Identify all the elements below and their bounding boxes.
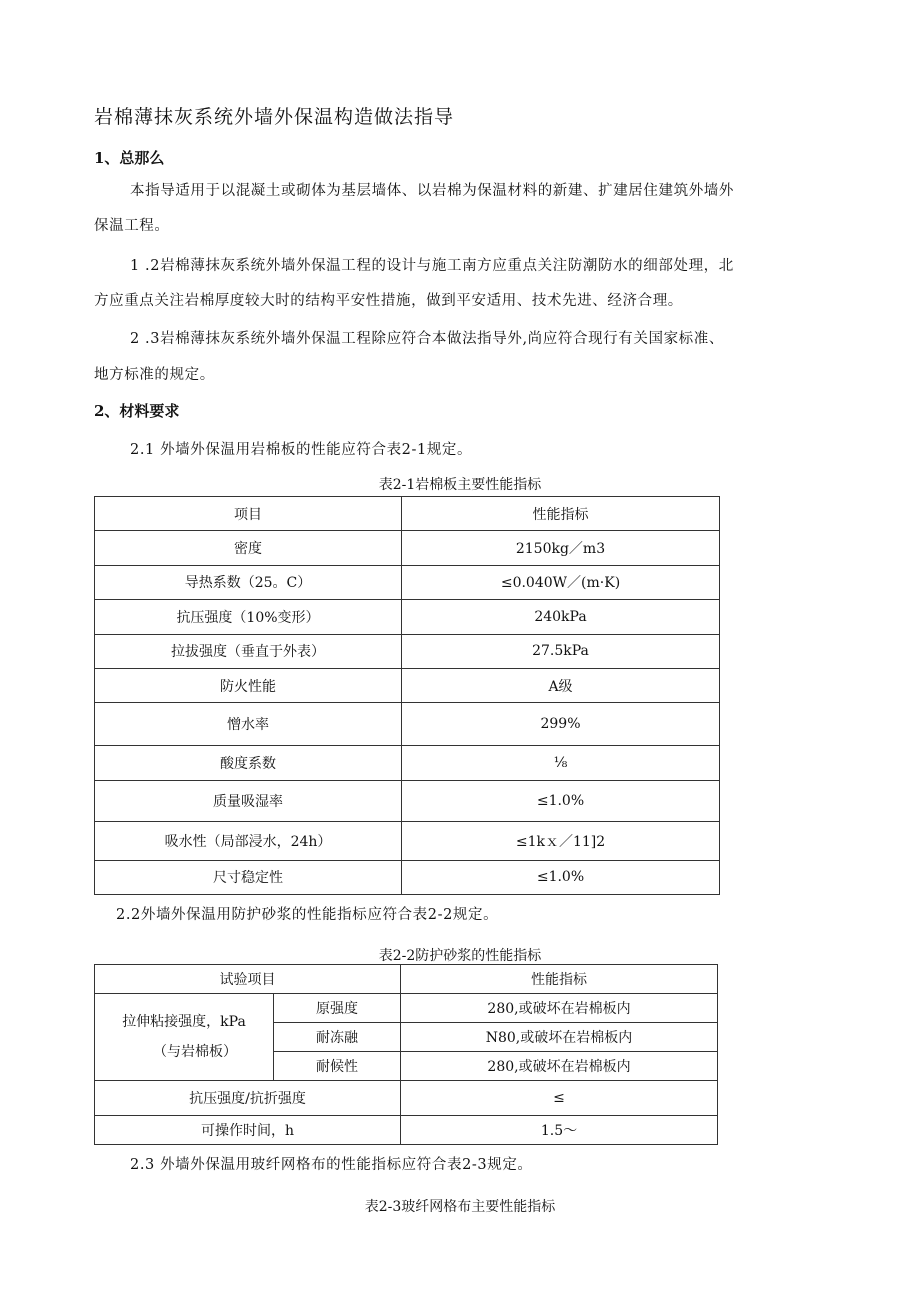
row-item: 耐冻融: [274, 1023, 401, 1052]
table-row: [95, 821, 720, 860]
table-row: [95, 668, 720, 702]
header-item: 项目: [95, 497, 402, 531]
row-value: A级: [402, 668, 720, 702]
table-2-caption: 表2-2防护砂浆的性能指标: [378, 948, 542, 964]
rock-wool-performance-table: [94, 496, 720, 895]
row-item: 拉拔强度（垂直于外表）: [95, 634, 402, 668]
section-2-heading: 2、材料要求: [94, 402, 180, 420]
row-item: 耐候性: [274, 1052, 401, 1081]
row-item: 吸水性（局部浸水，24h）: [95, 821, 402, 860]
protective-mortar-table: [94, 964, 718, 1145]
paragraph-3-line-2: 地方标准的规定。: [94, 367, 215, 383]
table-row: [95, 746, 720, 780]
table-row: [95, 600, 720, 634]
paragraph-2-line-2: 方应重点关注岩棉厚度较大时的结构平安性措施，做到平安适用、技术先进、经济合理。: [94, 293, 683, 309]
group-label-line-1: 拉伸粘接强度，kPa: [122, 1014, 246, 1030]
row-item: 酸度系数: [95, 746, 402, 780]
row-value: 299%: [402, 703, 720, 746]
row-value: 1.5～: [401, 1116, 718, 1145]
table-row: [95, 780, 720, 821]
table-row: [95, 1116, 718, 1145]
paragraph-1-line-2: 保温工程。: [94, 218, 170, 234]
paragraph-2-1: 2.1 外墙外保温用岩棉板的性能应符合表2-1规定。: [130, 442, 473, 458]
table-row: [95, 703, 720, 746]
table-row: [95, 634, 720, 668]
row-value: 2150kg／m3: [402, 531, 720, 565]
paragraph-2-2: 2.2外墙外保温用防护砂浆的性能指标应符合表2-2规定。: [116, 907, 499, 923]
document-title: 岩棉薄抹灰系统外墙外保温构造做法指导: [94, 106, 455, 128]
table-3-caption: 表2-3玻纤网格布主要性能指标: [364, 1199, 556, 1215]
row-item: 抗压强度（10%变形）: [95, 600, 402, 634]
table-row: [95, 994, 718, 1023]
header-item: 试验项目: [95, 965, 401, 994]
paragraph-3-line-1: 2 .3岩棉薄抹灰系统外墙外保温工程除应符合本做法指导外,尚应符合现行有关国家标准、: [130, 331, 724, 347]
row-item: 密度: [95, 531, 402, 565]
row-value: 240kPa: [402, 600, 720, 634]
row-value: ≤1.0%: [402, 860, 720, 894]
row-value: ≤1.0%: [402, 780, 720, 821]
row-item: 质量吸湿率: [95, 780, 402, 821]
row-item: 防火性能: [95, 668, 402, 702]
row-value: ⅛: [402, 746, 720, 780]
tensile-bond-group-label: [95, 994, 274, 1081]
row-value: 27.5kPa: [402, 634, 720, 668]
row-value: ≤1kｘ／11]2: [402, 821, 720, 860]
table-header-row: [95, 497, 720, 531]
row-item: 尺寸稳定性: [95, 860, 402, 894]
header-value: 性能指标: [402, 497, 720, 531]
row-value: 280,或破坏在岩棉板内: [401, 1052, 718, 1081]
row-value: 280,或破坏在岩棉板内: [401, 994, 718, 1023]
table-1-caption: 表2-1岩棉板主要性能指标: [378, 477, 542, 493]
section-1-heading: 1、总那么: [94, 149, 165, 167]
paragraph-2-3: 2.3 外墙外保温用玻纤网格布的性能指标应符合表2-3规定。: [130, 1157, 533, 1173]
row-value: ≤0.040W／(m·K): [402, 565, 720, 599]
table-row: [95, 565, 720, 599]
row-item: 原强度: [274, 994, 401, 1023]
paragraph-1-line-1: 本指导适用于以混凝土或砌体为基层墙体、以岩棉为保温材料的新建、扩建居住建筑外墙外: [130, 183, 734, 199]
row-value: N80,或破坏在岩棉板内: [401, 1023, 718, 1052]
row-item: 抗压强度/抗折强度: [95, 1081, 401, 1116]
row-item: 憎水率: [95, 703, 402, 746]
table-row: [95, 860, 720, 894]
row-item: 导热系数（25。C）: [95, 565, 402, 599]
row-item: 可操作时间，h: [95, 1116, 401, 1145]
header-value: 性能指标: [401, 965, 718, 994]
table-header-row: [95, 965, 718, 994]
row-value: ≤: [401, 1081, 718, 1116]
table-row: [95, 531, 720, 565]
paragraph-2-line-1: 1 .2岩棉薄抹灰系统外墙外保温工程的设计与施工南方应重点关注防潮防水的细部处理，北: [130, 258, 734, 274]
table-row: [95, 1081, 718, 1116]
group-label-line-2: （与岩棉板）: [153, 1044, 237, 1060]
